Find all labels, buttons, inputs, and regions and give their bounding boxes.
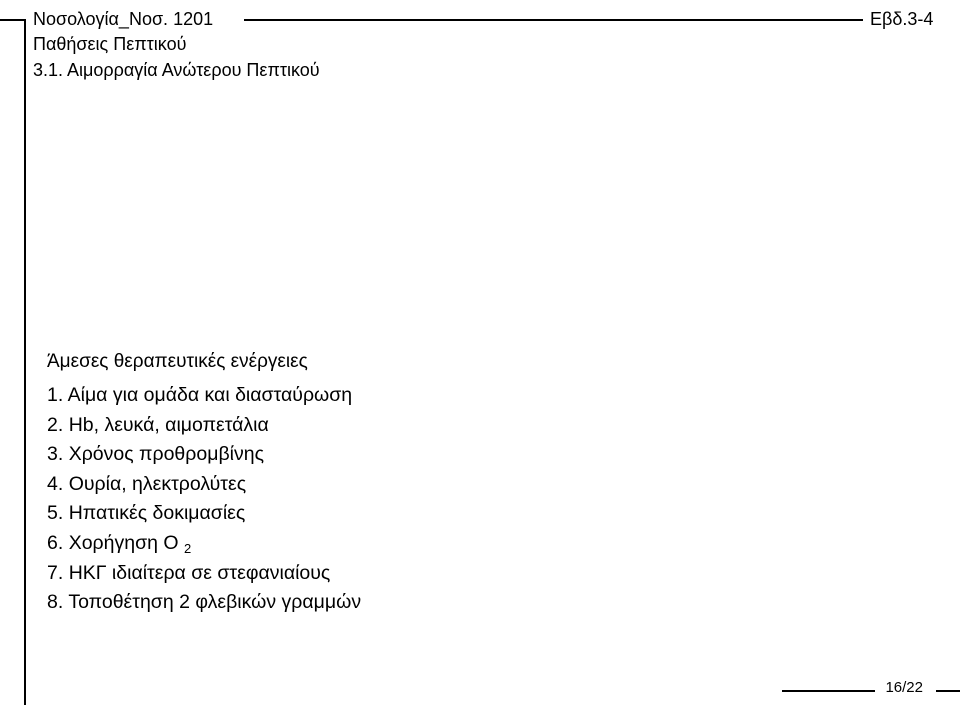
list-item: 4. Ουρία, ηλεκτρολύτες xyxy=(47,472,247,495)
header-rule-left xyxy=(0,19,26,21)
list-item: 3. Χρόνος προθρομβίνης xyxy=(47,443,264,466)
list-item: 6. Χορήγηση O $_2$ xyxy=(47,531,192,556)
chapter-title: Παθήσεις Πεπτικού xyxy=(33,34,187,54)
list-item: 1. Αίμα για ομάδα και διασταύρωση xyxy=(47,384,353,406)
left-margin-rule xyxy=(24,19,26,705)
footer-rule-left xyxy=(782,690,875,692)
header-rule-middle xyxy=(244,19,863,21)
list-item: 8. Τοποθέτηση 2 φλεβικών γραμμών xyxy=(47,591,362,614)
page-number: 16/22 xyxy=(885,679,923,696)
footer-rule-right xyxy=(936,690,960,692)
course-title: Νοσολογία_Νοσ. 1201 xyxy=(33,9,214,29)
section-title: 3.1. Αιμορραγία Ανώτερου Πεπτικού xyxy=(33,60,320,80)
list-item: 2. Hb, λευκά, αιμοπετάλια xyxy=(47,413,269,436)
slide-heading: Άμεσες θεραπευτικές ενέργειες xyxy=(47,351,308,372)
subscript: 2 xyxy=(183,540,192,556)
action-list xyxy=(47,381,361,618)
list-item: 7. ΗΚΓ ιδιαίτερα σε στεφανιαίους xyxy=(47,561,331,584)
list-item: 5. Ηπατικές δοκιμασίες xyxy=(47,502,246,525)
week-label: Εβδ.3-4 xyxy=(870,9,934,29)
